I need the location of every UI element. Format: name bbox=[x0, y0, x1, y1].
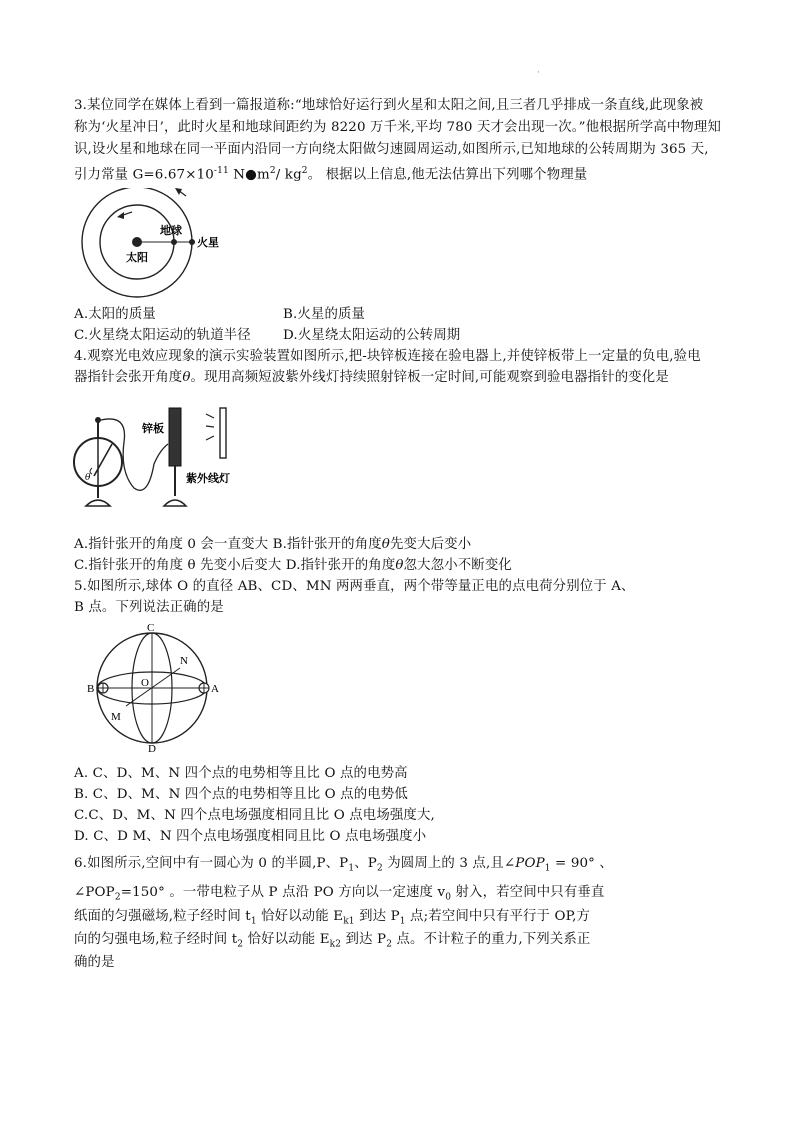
q6-line-2 bbox=[74, 884, 604, 907]
q6-l2-a: ∠POP bbox=[74, 885, 115, 900]
q6-line-4 bbox=[74, 931, 590, 954]
q5-line-1: 5.如图所示,球体 O 的直径 AB、CD、MN 两两垂直，两个带等量正电的点电荷分别位于 A、 bbox=[74, 579, 635, 594]
uv-lamp bbox=[220, 408, 226, 458]
q6-l1-c: 为圆周上的 3 点,且 bbox=[382, 856, 504, 871]
gravity-exponent: -11 bbox=[213, 166, 229, 176]
q5-line-2: B 点。下列说法正确的是 bbox=[74, 600, 224, 615]
q6-l1-d: 、 bbox=[595, 856, 613, 871]
electroscope-pointer bbox=[94, 444, 112, 476]
q3-line-1: 3.某位同学在媒体上看到一篇报道称:“地球恰好运行到火星和太阳之间,且三者几乎排成一条直线,此现象被 bbox=[74, 98, 704, 113]
label-b: B bbox=[87, 683, 95, 695]
gravity-unit-exponent: 2 bbox=[269, 166, 276, 176]
gravity-prefix: 引力常量 G=6.67×10 bbox=[74, 167, 214, 183]
q6-l2-c: 射入，若空间中只有垂直 bbox=[451, 885, 605, 900]
q6-l1-a: 6.如图所示,空间中有一圆心为 0 的半圆,P、P bbox=[74, 856, 349, 871]
q6-l4-p: 2 bbox=[386, 939, 393, 950]
q6-l4-k: k2 bbox=[329, 939, 342, 950]
q4-options-ab bbox=[74, 536, 471, 554]
zinc-base bbox=[164, 500, 186, 506]
theta-label: θ bbox=[85, 473, 91, 483]
q4-line-1: 4.观察光电效应现象的演示实验装置如图所示,把-块锌板连接在验电器上,并使锌板带上一定量的负电,验电 bbox=[74, 349, 701, 364]
inner-arrow-head bbox=[117, 212, 124, 219]
label-m: M bbox=[111, 711, 121, 723]
q6-l3-t: 1 bbox=[250, 916, 257, 927]
gravity-tail-exponent: 2 bbox=[301, 166, 308, 176]
q6-l3-a: 纸面的匀强磁场,粒子经时间 t bbox=[74, 909, 251, 924]
zinc-label: 锌板 bbox=[142, 423, 164, 435]
theta-symbol-d: θ bbox=[395, 558, 404, 573]
q3-question: 。 根据以上信息,他无法估算出下列哪个物理量 bbox=[307, 167, 588, 183]
q6-l4-c: 到达 P bbox=[341, 932, 387, 947]
q4-line-2-b: 。现用高频短波紫外线灯持续照射锌板一定时间,可能观察到验电器指针的变化是 bbox=[190, 370, 669, 385]
label-n: N bbox=[180, 655, 188, 667]
q3-option-c: C.火星绕太阳运动的轨道半径 bbox=[74, 328, 251, 343]
q3-line-4 bbox=[74, 162, 587, 184]
uv-ray-1 bbox=[206, 414, 214, 418]
q3-option-a: A.太阳的质量 bbox=[74, 307, 156, 322]
q6-line-5: 确的是 bbox=[74, 955, 115, 970]
orbit-diagram bbox=[80, 188, 240, 304]
label-o: O bbox=[141, 677, 149, 689]
q6-l3-p: 1 bbox=[399, 916, 406, 927]
q5-option-c: C.C、D、M、N 四个点电场强度相同且比 O 点电场强度大, bbox=[74, 808, 435, 823]
theta-symbol-b: θ bbox=[381, 537, 391, 552]
q5-option-a: A. C、D、M、N 四个点的电势相等且比 O 点的电势高 bbox=[74, 766, 408, 781]
q6-l1-b: 、P bbox=[354, 856, 377, 871]
q5-option-d: D. C、D M、N 四个点电场强度相同且比 O 点电场强度小 bbox=[74, 829, 427, 844]
zinc-plate bbox=[169, 408, 181, 466]
theta-symbol: θ bbox=[182, 370, 191, 385]
q3-option-b: B.火星的质量 bbox=[283, 307, 366, 322]
q6-l1-sub1: 1 bbox=[348, 863, 355, 874]
uv-label: 紫外线灯 bbox=[186, 473, 230, 485]
q6-l3-c: 到达 P bbox=[354, 909, 400, 924]
q6-l3-k: k1 bbox=[343, 916, 355, 927]
q4-options-cd bbox=[74, 557, 512, 575]
q6-l3-b: 恰好以动能 E bbox=[256, 909, 344, 924]
electroscope-base bbox=[86, 500, 110, 506]
mars-label: 火星 bbox=[197, 237, 219, 249]
q4-line-2-a: 器指针会张开角度 bbox=[74, 370, 183, 385]
q6-l2-sub: 2 bbox=[114, 892, 121, 903]
q4-option-d-tail: 忽大忽小不断变化 bbox=[403, 558, 512, 573]
q6-line-1 bbox=[74, 855, 613, 878]
q6-l3-d: 点;若空间中只有平行于 OP,方 bbox=[405, 909, 591, 924]
q6-line-3 bbox=[74, 908, 590, 931]
q5-option-b: B. C、D、M、N 四个点的电势相等且比 O 点的电势低 bbox=[74, 787, 408, 802]
q6-l4-d: 点。不计粒子的重力,下列关系正 bbox=[392, 932, 591, 947]
q3-option-d: D.火星绕太阳运动的公转周期 bbox=[283, 328, 461, 343]
photoelectric-apparatus bbox=[68, 402, 244, 514]
electroscope-knob bbox=[95, 417, 101, 423]
q6-l4-a: 向的匀强电场,粒子经时间 t bbox=[74, 932, 238, 947]
uv-ray-2 bbox=[206, 426, 214, 427]
earth bbox=[171, 239, 177, 245]
sphere-diagram bbox=[86, 620, 226, 754]
q4-option-c-d-text: C.指针张开的角度 θ 先变小后变大 D.指针张开的角度 bbox=[74, 558, 396, 573]
page-mark: · bbox=[537, 68, 540, 78]
label-d: D bbox=[148, 743, 156, 754]
q6-l4-t: 2 bbox=[237, 939, 244, 950]
uv-ray-3 bbox=[206, 436, 214, 440]
q6-l2-v: 0 bbox=[445, 892, 452, 903]
gravity-unit: N●m bbox=[228, 167, 270, 183]
q3-line-3: 识,设火星和地球在同一平面内沿同一方向绕太阳做匀速圆周运动,如图所示,已知地球的公转周期为 365 天, bbox=[74, 142, 709, 157]
angle-expression: ∠POP bbox=[503, 856, 545, 871]
gravity-suffix: / kg bbox=[275, 167, 302, 183]
q6-l4-b: 恰好以动能 E bbox=[243, 932, 330, 947]
mars bbox=[189, 239, 195, 245]
sun bbox=[132, 237, 142, 247]
angle-value: = 90° bbox=[550, 856, 596, 871]
q4-option-a-b-text: A.指针张开的角度 0 会一直变大 B.指针张开的角度 bbox=[74, 537, 382, 552]
q6-l1-sub2: 2 bbox=[376, 863, 383, 874]
label-c: C bbox=[147, 622, 155, 634]
q3-line-2: 称为‘火星冲日’，此时火星和地球间距约为 8220 万千米,平均 780 天才会出现一次。”他根据所学高中物理知 bbox=[74, 120, 721, 135]
q4-option-b-tail: 先变大后变小 bbox=[390, 537, 472, 552]
angle-sub: 1 bbox=[544, 863, 551, 874]
sun-label: 太阳 bbox=[126, 252, 148, 264]
earth-label: 地球 bbox=[160, 225, 182, 237]
label-a: A bbox=[211, 683, 219, 695]
q4-line-2 bbox=[74, 369, 669, 387]
q6-l2-b: =150° 。一带电粒子从 P 点沿 PO 方向以一定速度 v bbox=[120, 885, 446, 900]
